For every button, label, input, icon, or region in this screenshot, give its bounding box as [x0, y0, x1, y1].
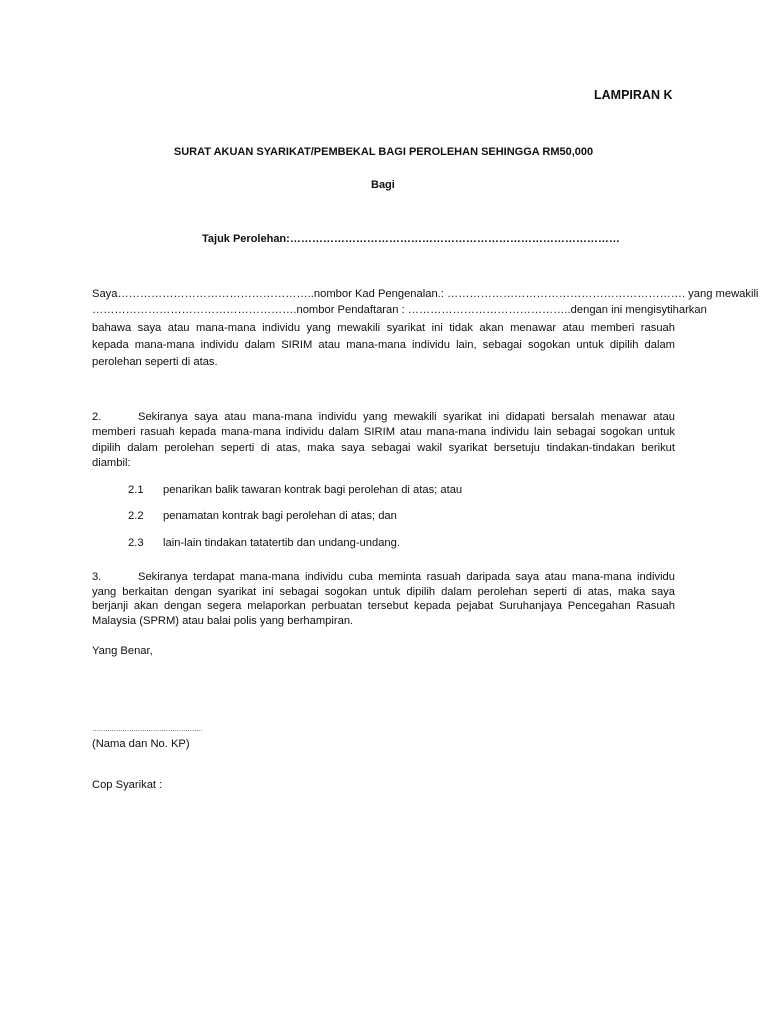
paragraph-line: berjanji akan dengan segera melaporkan perbuatan tersebut kepada pejabat Suruhanjaya Pencegahan Rasuah: [92, 600, 675, 612]
paragraph-line: perolehan seperti di atas.: [92, 356, 218, 368]
paragraph-line: Saya……………………………………………..nombor Kad Pengenalan.: ………………………………………………………. yang mewakili: [92, 288, 759, 300]
paragraph-line: yang berkaitan dengan syarikat ini sebagai sogokan untuk dipilih dalam perolehan seperti di atas, maka saya: [92, 586, 675, 598]
list-item-text: lain-lain tindakan tatatertib dan undang-undang.: [163, 537, 400, 549]
title-for-label: Bagi: [371, 179, 395, 191]
paragraph-line: Sekiranya terdapat mana-mana individu cuba meminta rasuah daripada saya atau mana-mana individu: [138, 571, 675, 583]
paragraph-line: Malaysia (SPRM) atau balai polis yang berhampiran.: [92, 615, 354, 627]
paragraph-line: ……………………………………………….nombor Pendaftaran : ……………………………………..dengan ini mengisytiharkan: [92, 304, 707, 316]
paragraph-line: dipilih dalam perolehan seperti di atas, maka saya sebagai wakil syarikat bersetuju tindakan-tindakan berikut: [92, 442, 675, 454]
paragraph-line: memberi rasuah kepada mana-mana individu dalam SIRIM atau mana-mana individu lain sebagai sogokan untuk: [92, 426, 675, 438]
paragraph-line: bahawa saya atau mana-mana individu yang mewakili syarikat ini tidak akan menawar atau memberi rasuah: [92, 322, 675, 334]
list-item-number: 2.1: [128, 484, 144, 496]
paragraph-line: Sekiranya saya atau mana-mana individu yang mewakili syarikat ini didapati bersalah menawar atau: [138, 411, 675, 423]
paragraph-number: 3.: [92, 571, 102, 583]
list-item-number: 2.2: [128, 510, 144, 522]
document-title: SURAT AKUAN SYARIKAT/PEMBEKAL BAGI PEROLEHAN SEHINGGA RM50,000: [173, 146, 594, 158]
name-and-ic-label: (Nama dan No. KP): [92, 738, 190, 750]
paragraph-number: 2.: [92, 411, 102, 423]
procurement-title-field: Tajuk Perolehan:………………………………………………………………………………: [202, 233, 620, 245]
list-item-text: penamatan kontrak bagi perolehan di atas; dan: [163, 510, 397, 522]
paragraph-line: kepada mana-mana individu dalam SIRIM atau mana-mana individu lain, sebagai sogokan untuk dipilih dalam: [92, 339, 675, 351]
annex-label: LAMPIRAN K: [594, 88, 673, 102]
paragraph-line: diambil:: [92, 457, 131, 469]
list-item-text: penarikan balik tawaran kontrak bagi perolehan di atas; atau: [163, 484, 463, 496]
company-stamp-label: Cop Syarikat :: [92, 779, 163, 791]
list-item-number: 2.3: [128, 537, 144, 549]
closing-salutation: Yang Benar,: [92, 645, 153, 657]
signature-line: ……………………………………………: [92, 726, 203, 733]
